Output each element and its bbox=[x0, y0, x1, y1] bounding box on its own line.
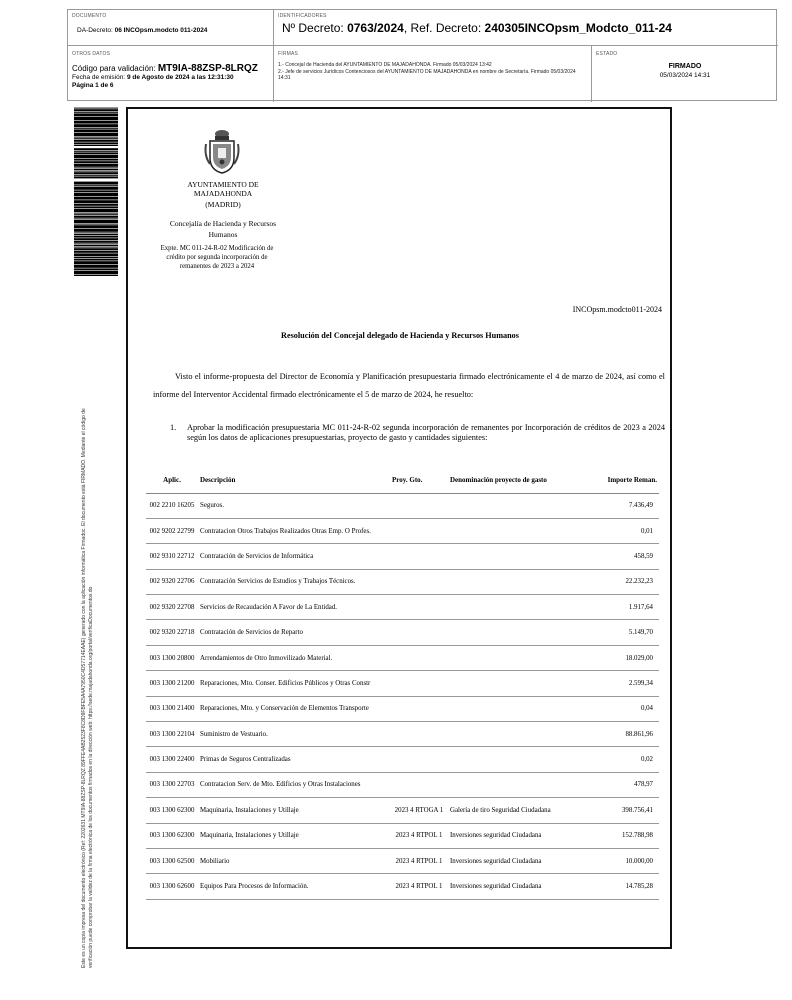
registro-cell bbox=[274, 10, 778, 46]
barcode-bar bbox=[74, 172, 118, 174]
barcode-bar bbox=[74, 145, 118, 146]
cell-proy bbox=[390, 772, 448, 797]
barcode-bar bbox=[74, 185, 118, 186]
cell-importe: 478,97 bbox=[590, 772, 659, 797]
cell-proy: 2023 4 RTPOL 1 bbox=[390, 848, 448, 873]
barcode-bar bbox=[74, 138, 118, 139]
barcode-bar bbox=[74, 152, 118, 154]
col-desc: Descripción bbox=[198, 467, 390, 493]
org-region: (MADRID) bbox=[205, 200, 241, 209]
cell-desc: Contratación de Servicios de Reparto bbox=[198, 620, 390, 645]
cell-proy bbox=[390, 696, 448, 721]
barcode-bar bbox=[74, 234, 118, 235]
barcode-bar bbox=[74, 148, 118, 150]
cell-aplic: 002 9320 22718 bbox=[146, 620, 198, 645]
barcode-bar bbox=[74, 241, 118, 243]
barcode-bar bbox=[74, 261, 118, 264]
cell-importe: 1.917,64 bbox=[590, 595, 659, 620]
barcode-bar bbox=[74, 137, 118, 138]
barcode-bar bbox=[74, 225, 118, 228]
cell-importe: 398.756,41 bbox=[590, 798, 659, 823]
barcode-bar bbox=[74, 159, 118, 161]
barcode-bar bbox=[74, 271, 118, 274]
cell-importe: 5.149,70 bbox=[590, 620, 659, 645]
cell-importe: 0,01 bbox=[590, 518, 659, 543]
firmas-cell bbox=[274, 46, 592, 102]
cell-desc: Seguros. bbox=[198, 493, 390, 518]
cell-desc: Contratación de Servicios de Informática bbox=[198, 544, 390, 569]
cell-aplic: 003 1300 22400 bbox=[146, 747, 198, 772]
estado-cell bbox=[592, 46, 778, 102]
side-text-line-2: verificación puede comprobar la validez de la firma electrónica de los documentos firmados en la dirección web: https://sede.majadahonda.org/portal/verificaDocumentos.do bbox=[87, 586, 94, 968]
cell-desc: Mobiliario bbox=[198, 848, 390, 873]
registro-caption: IDENTIFICADORES bbox=[278, 13, 327, 19]
cell-importe: 0,02 bbox=[590, 747, 659, 772]
decreto-prefix: Nº Decreto: bbox=[282, 21, 344, 35]
cell-desc: Reparaciones, Mto. Conser. Edificios Públicos y Otras Constr bbox=[198, 671, 390, 696]
cell-den: Galería de tiro Seguridad Ciudadana bbox=[448, 798, 590, 823]
firma-1: 1.- Concejal de Hacienda del AYUNTAMIENTO DE MAJADAHONDA. Firmado 05/03/2024 13:42 bbox=[278, 62, 492, 68]
cell-proy bbox=[390, 544, 448, 569]
barcode-bar bbox=[74, 257, 118, 258]
codigo-validacion bbox=[72, 63, 269, 74]
barcode-bar bbox=[74, 247, 118, 248]
fecha-label: Fecha de emisión: bbox=[72, 74, 126, 81]
cell-aplic: 003 1300 22703 bbox=[146, 772, 198, 797]
barcode-bar bbox=[74, 113, 118, 116]
barcode-bar bbox=[74, 190, 118, 192]
cell-proy bbox=[390, 493, 448, 518]
cell-aplic: 002 2210 16205 bbox=[146, 493, 198, 518]
side-validation-text bbox=[81, 308, 94, 968]
table-row bbox=[146, 823, 659, 848]
table-row bbox=[146, 848, 659, 873]
barcode-bar bbox=[74, 220, 118, 223]
barcode-bar bbox=[74, 229, 118, 232]
cell-importe: 10.000,00 bbox=[590, 848, 659, 873]
barcode-bar bbox=[74, 259, 118, 261]
documento-code: 06 INCOpsm.modcto 011-2024 bbox=[114, 27, 208, 34]
cell-aplic: 003 1300 22104 bbox=[146, 722, 198, 747]
cell-desc: Suministro de Vestuario. bbox=[198, 722, 390, 747]
barcode-bar bbox=[74, 245, 118, 246]
decreto-number bbox=[282, 21, 774, 35]
decreto-ref-label: , Ref. Decreto: bbox=[403, 21, 482, 35]
cell-proy: 2023 4 RTPOL 1 bbox=[390, 823, 448, 848]
cell-desc: Servicios de Recaudación A Favor de La Entidad. bbox=[198, 595, 390, 620]
documento-caption: DOCUMENTO bbox=[72, 13, 107, 19]
cell-aplic: 003 1300 20800 bbox=[146, 645, 198, 670]
table-header-row bbox=[146, 467, 659, 493]
barcode-bar bbox=[74, 268, 118, 270]
barcode-bar bbox=[74, 193, 118, 196]
barcode-bar bbox=[74, 218, 118, 219]
budget-table bbox=[146, 467, 659, 900]
documento-prefix: DA-Decreto: bbox=[77, 27, 113, 34]
cell-aplic: 003 1300 62600 bbox=[146, 874, 198, 899]
barcode-bar bbox=[74, 117, 118, 120]
codigo-label: Código para validación: bbox=[72, 64, 156, 73]
cell-importe: 0,04 bbox=[590, 696, 659, 721]
otros-caption: OTROS DATOS bbox=[72, 51, 111, 57]
barcode-bar bbox=[74, 112, 118, 113]
cell-den: Inversiones seguridad Ciudadana bbox=[448, 823, 590, 848]
cell-importe: 152.788,98 bbox=[590, 823, 659, 848]
cell-aplic: 002 9310 22712 bbox=[146, 544, 198, 569]
cell-aplic: 002 9320 22706 bbox=[146, 569, 198, 594]
estado-caption: ESTADO bbox=[596, 51, 618, 57]
cell-aplic: 002 9202 22799 bbox=[146, 518, 198, 543]
barcode-bar bbox=[74, 200, 118, 203]
cell-importe: 458,59 bbox=[590, 544, 659, 569]
estado-block bbox=[596, 63, 774, 79]
cell-den: Inversiones seguridad Ciudadana bbox=[448, 848, 590, 873]
page-title: Resolución del Concejal delegado de Hacienda y Recursos Humanos bbox=[281, 331, 519, 340]
firmas-caption: FIRMAS bbox=[278, 51, 299, 57]
item-number: 1. bbox=[170, 423, 177, 432]
table-row bbox=[146, 620, 659, 645]
cell-desc: Arrendamientos de Otro Inmovilizado Material. bbox=[198, 645, 390, 670]
document-header bbox=[67, 9, 777, 101]
barcode-bar bbox=[74, 243, 118, 244]
expediente: Expte. MC 011-24-R-02 Modificación de crédito por segunda incorporación de remanentes de 2023 a 2024 bbox=[160, 245, 274, 270]
barcode-bar bbox=[74, 275, 118, 276]
otros-datos-cell bbox=[68, 46, 274, 102]
barcode-bar bbox=[74, 175, 118, 176]
cell-proy bbox=[390, 645, 448, 670]
col-aplic: Aplic. bbox=[146, 467, 198, 493]
barcode-bar bbox=[74, 236, 118, 238]
barcode-image bbox=[74, 106, 118, 276]
barcode-bar bbox=[74, 209, 118, 212]
cell-den bbox=[448, 518, 590, 543]
cell-proy bbox=[390, 620, 448, 645]
fecha-value: 9 de Agosto de 2024 a las 12:31:30 bbox=[126, 74, 234, 81]
fecha-emision bbox=[72, 74, 269, 82]
firmas-list bbox=[278, 62, 587, 82]
coat-of-arms-icon bbox=[202, 128, 242, 174]
codigo-value[interactable]: MT9IA-88ZSP-8LRQZ bbox=[157, 63, 258, 74]
table-row bbox=[146, 722, 659, 747]
barcode-bar bbox=[74, 253, 118, 256]
cell-desc: Maquinaria, Instalaciones y Utillaje bbox=[198, 798, 390, 823]
barcode-bar bbox=[74, 251, 118, 253]
table-row bbox=[146, 518, 659, 543]
barcode-bar bbox=[74, 142, 118, 144]
table-row bbox=[146, 595, 659, 620]
cell-desc: Contratacion Otros Trabajos Realizados Otras Emp. O Profes. bbox=[198, 518, 390, 543]
cell-proy: 2023 4 RTOGA 1 bbox=[390, 798, 448, 823]
item-text: Aprobar la modificación presupuestaria MC 011-24-R-02 segunda incorporación de remanentes por Incorporación de créditos de 2023 a 2024 según los datos de aplicaciones presupuestarias, proyecto de gasto y cantidades siguientes: bbox=[187, 423, 665, 442]
col-proy: Proy. Gto. bbox=[390, 467, 448, 493]
cell-den bbox=[448, 772, 590, 797]
table-row bbox=[146, 696, 659, 721]
barcode-bar bbox=[74, 121, 118, 124]
cell-den bbox=[448, 544, 590, 569]
cell-den bbox=[448, 620, 590, 645]
barcode-bar bbox=[74, 182, 118, 185]
documento-value bbox=[77, 27, 269, 34]
barcode-bar bbox=[74, 108, 118, 109]
barcode-bar bbox=[74, 151, 118, 152]
cell-aplic: 003 1300 62300 bbox=[146, 823, 198, 848]
cell-importe: 18.029,00 bbox=[590, 645, 659, 670]
table-row bbox=[146, 798, 659, 823]
barcode-bar bbox=[74, 133, 118, 136]
cell-desc: Reparaciones, Mto. y Conservación de Elementos Transporte bbox=[198, 696, 390, 721]
side-text-line-1: Este es un copia impresa del documento electrónico (Ref: 2202631 MT9IA-88ZSP-8LRQZ 89FFE4AB2523F8C8D9FBFE5A4A7950C4D57714EAAE) generado con la aplicación informática Firmadoc. El documento está FIRMADO. Mediante el código de bbox=[81, 408, 87, 968]
cell-importe: 88.861,96 bbox=[590, 722, 659, 747]
cell-proy bbox=[390, 671, 448, 696]
firma-2: 2.- Jefe de servicios Jurídicos Contenciosos del AYUNTAMIENTO DE MAJADAHONDA en nombre de Secretaría. Firmado 05/03/2024 14:31 bbox=[278, 68, 576, 81]
cell-importe: 22.232,23 bbox=[590, 569, 659, 594]
table-row bbox=[146, 544, 659, 569]
barcode-bar bbox=[74, 155, 118, 158]
decreto-num: 0763/2024 bbox=[347, 21, 404, 35]
resolution-item bbox=[170, 423, 665, 443]
cell-proy: 2023 4 RTPOL 1 bbox=[390, 874, 448, 899]
reference-code: INCOpsm.modcto011-2024 bbox=[572, 305, 662, 314]
documento-cell bbox=[68, 10, 274, 46]
cell-proy bbox=[390, 722, 448, 747]
cell-desc: Primas de Seguros Centralizadas bbox=[198, 747, 390, 772]
barcode-bar bbox=[74, 129, 118, 132]
cell-den bbox=[448, 671, 590, 696]
barcode-bar bbox=[74, 124, 118, 127]
intro-paragraph: Visto el informe-propuesta del Director de Economía y Planificación presupuestaria firmado electrónicamente el 4 de marzo de 2024, así como el informe del Interventor Accidental firmado electrónicamente el 5 de marzo de 2024, he resuelto: bbox=[153, 372, 665, 399]
cell-importe: 2.599,34 bbox=[590, 671, 659, 696]
cell-desc: Contratacion Serv. de Mto. Edificios y Otras Instalaciones bbox=[198, 772, 390, 797]
cell-aplic: 003 1300 21200 bbox=[146, 671, 198, 696]
org-dept: Concejalía de Hacienda y Recursos Humanos bbox=[169, 219, 277, 239]
pagina-indicator bbox=[72, 82, 269, 90]
cell-den bbox=[448, 645, 590, 670]
estado-date: 05/03/2024 14:31 bbox=[659, 72, 711, 79]
barcode-bar bbox=[74, 206, 118, 208]
table-row bbox=[146, 645, 659, 670]
barcode-bar bbox=[74, 167, 118, 168]
table-row bbox=[146, 772, 659, 797]
cell-den bbox=[448, 595, 590, 620]
table-row bbox=[146, 747, 659, 772]
barcode-bar bbox=[74, 248, 118, 250]
barcode-bar bbox=[74, 171, 118, 172]
cell-den bbox=[448, 747, 590, 772]
cell-aplic: 003 1300 21400 bbox=[146, 696, 198, 721]
barcode-bar bbox=[74, 214, 118, 215]
barcode-bar bbox=[74, 197, 118, 200]
barcode-bar bbox=[74, 204, 118, 206]
cell-desc: Equipos Para Procesos de Información. bbox=[198, 874, 390, 899]
barcode-bar bbox=[74, 216, 118, 218]
cell-den bbox=[448, 696, 590, 721]
cell-desc: Contratación Servicios de Estudios y Trabajos Técnicos. bbox=[198, 569, 390, 594]
barcode-bar bbox=[74, 161, 118, 163]
cell-aplic: 003 1300 62300 bbox=[146, 798, 198, 823]
barcode-bar bbox=[74, 128, 118, 129]
pagina-text: Página 1 de 6 bbox=[72, 82, 114, 89]
table-row bbox=[146, 493, 659, 518]
cell-aplic: 002 9320 22708 bbox=[146, 595, 198, 620]
barcode-bar bbox=[74, 265, 118, 268]
cell-proy bbox=[390, 518, 448, 543]
barcode-bar bbox=[74, 187, 118, 190]
cell-desc: Maquinaria, Instalaciones y Utillaje bbox=[198, 823, 390, 848]
cell-proy bbox=[390, 569, 448, 594]
barcode-bar bbox=[74, 224, 118, 225]
cell-den bbox=[448, 569, 590, 594]
barcode-bar bbox=[74, 140, 118, 142]
decreto-ref: 240305INCOpsm_Modcto_011-24 bbox=[484, 21, 672, 35]
barcode-bar bbox=[74, 164, 118, 167]
org-name-text: AYUNTAMIENTO DE MAJADAHONDA bbox=[187, 180, 259, 198]
cell-importe: 14.785,28 bbox=[590, 874, 659, 899]
barcode-bar bbox=[74, 169, 118, 170]
col-den: Denominación proyecto de gasto bbox=[448, 467, 590, 493]
barcode-bar bbox=[74, 176, 118, 178]
table-row bbox=[146, 671, 659, 696]
barcode-bar bbox=[74, 109, 118, 111]
table-row bbox=[146, 569, 659, 594]
cell-den bbox=[448, 722, 590, 747]
barcode-bar bbox=[74, 238, 118, 240]
cell-importe: 7.436,49 bbox=[590, 493, 659, 518]
status-badge: FIRMADO bbox=[668, 63, 702, 70]
barcode-bar bbox=[74, 213, 118, 214]
cell-proy bbox=[390, 595, 448, 620]
col-imp: Importe Reman. bbox=[590, 467, 659, 493]
cell-proy bbox=[390, 747, 448, 772]
table-row bbox=[146, 874, 659, 899]
cell-den bbox=[448, 493, 590, 518]
cell-den: Inversiones seguridad Ciudadana bbox=[448, 874, 590, 899]
barcode-bar bbox=[74, 232, 118, 233]
org-name bbox=[168, 180, 278, 209]
cell-aplic: 003 1300 62500 bbox=[146, 848, 198, 873]
